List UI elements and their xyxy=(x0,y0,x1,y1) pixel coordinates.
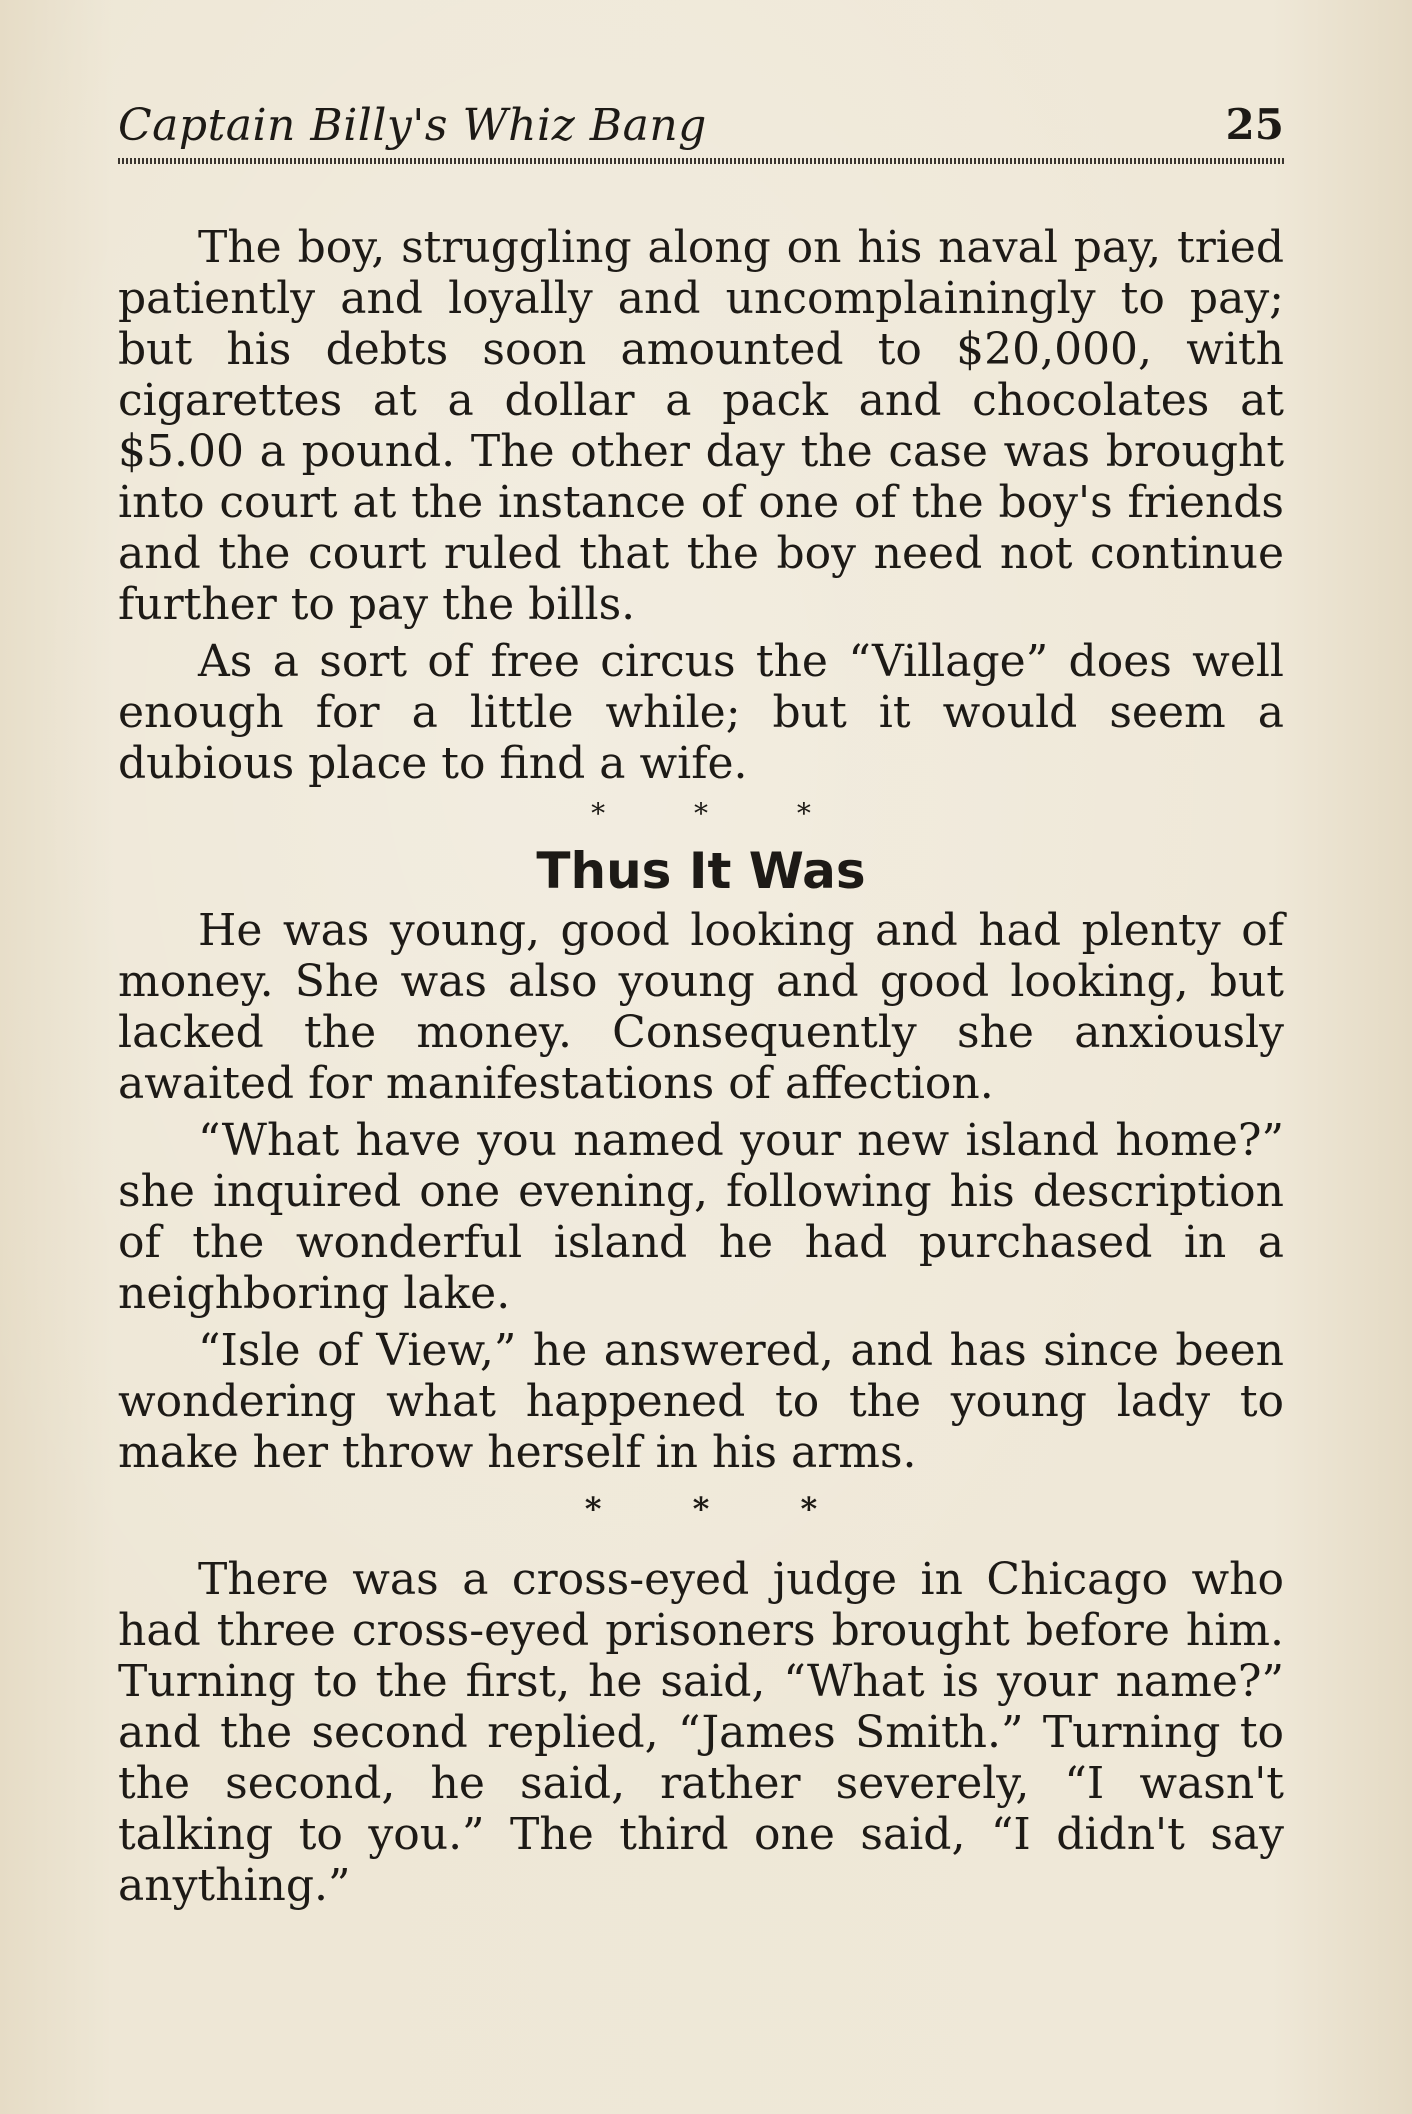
article2-paragraph-2: “What have you named your new island home?” she inquired one evening, following his description of the wonderful island he had purchased in a neighboring lake. xyxy=(118,1115,1284,1319)
header-rule xyxy=(118,158,1284,164)
section-separator-1: * * * xyxy=(591,797,851,830)
article1-paragraph-2: As a sort of free circus the “Village” does well enough for a little while; but it would seem a dubious place to find a wife. xyxy=(118,636,1284,789)
page-body xyxy=(118,222,1284,1911)
article-heading: Thus It Was xyxy=(536,842,866,900)
section-separator-2: * * * xyxy=(584,1490,858,1528)
page-number: 25 xyxy=(1225,100,1284,149)
page-header xyxy=(118,100,1284,170)
article3-paragraph-1: There was a cross-eyed judge in Chicago who had three cross-eyed prisoners brought before him. Turning to the first, he said, “What is your name?” and the second replied, “James Smith.” Turning to the second, he said, rather severely, “I wasn't talking to you.” The third one said, “I didn't say anything.” xyxy=(118,1554,1284,1911)
article2-paragraph-3: “Isle of View,” he answered, and has since been wondering what happened to the young lady to make her throw herself in his arms. xyxy=(118,1325,1284,1478)
running-title: Captain Billy's Whiz Bang xyxy=(118,100,707,151)
article1-paragraph-1: The boy, struggling along on his naval pay, tried patiently and loyally and uncomplainingly to pay; but his debts soon amounted to $20,000, with cigarettes at a dollar a pack and chocolates at $5.00 a pound. The other day the case was brought into court at the instance of one of the boy's friends and the court ruled that the boy need not continue further to pay the bills. xyxy=(118,222,1284,630)
article2-paragraph-1: He was young, good looking and had plenty of money. She was also young and good looking, but lacked the money. Consequently she anxiously awaited for manifestations of affection. xyxy=(118,905,1284,1109)
